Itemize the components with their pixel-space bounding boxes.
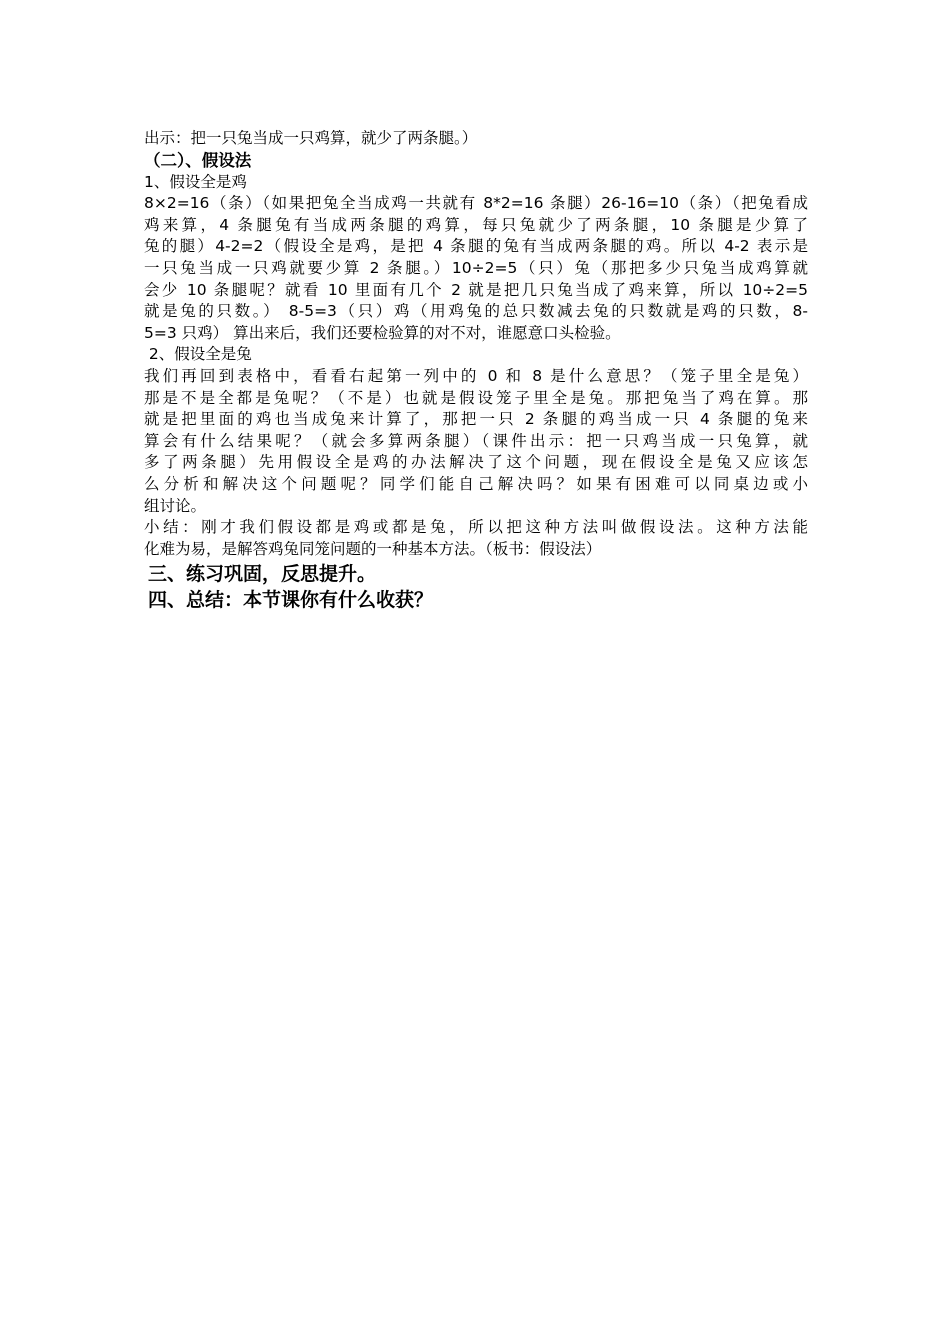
paragraph-summary (144, 517, 808, 560)
paragraph-line: 一只兔当成一只鸡就要少算 2 条腿。）10÷2=5（只）兔（那把多少只兔当成鸡算就 (144, 258, 808, 277)
paragraph-line: 多了两条腿）先用假设全是鸡的办法解决了这个问题，现在假设全是兔又应该怎 (144, 453, 808, 472)
paragraph-line: 5=3 只鸡） 算出来后，我们还要检验算的对不对，谁愿意口头检验。 (144, 323, 621, 342)
paragraph-all-rabbits (144, 366, 808, 517)
paragraph-line: 兔的腿）4-2=2（假设全是鸡，是把 4 条腿的兔有当成两条腿的鸡。所以 4-2 表示是 (144, 237, 808, 256)
subsection-title-all-chickens: 1、假设全是鸡 (144, 172, 247, 191)
paragraph-line: 那是不是全都是兔呢？（不是）也就是假设笼子里全是兔。那把兔当了鸡在算。那 (144, 388, 808, 407)
section-heading-practice: 三、练习巩固，反思提升。 (148, 563, 377, 586)
paragraph-line: 么分析和解决这个问题呢？同学们能自己解决吗？如果有困难可以同桌边或小 (144, 474, 808, 493)
paragraph-line: 我们再回到表格中，看看右起第一列中的 0 和 8 是什么意思？（笼子里全是兔） (144, 366, 808, 385)
subsection-title-all-rabbits: 2、假设全是兔 (144, 345, 252, 364)
section-heading-assumption-method: （二）、假设法 (144, 150, 252, 170)
paragraph-line: 会少 10 条腿呢？就看 10 里面有几个 2 就是把几只兔当成了鸡来算，所以 10÷2=5 (144, 280, 808, 299)
paragraph-line: 就是把里面的鸡也当成兔来计算了，那把一只 2 条腿的鸡当成一只 4 条腿的兔来 (144, 410, 808, 429)
paragraph-line: 组讨论。 (144, 496, 207, 515)
paragraph-line: 鸡来算，4 条腿兔有当成两条腿的鸡算，每只兔就少了两条腿，10 条腿是少算了 (144, 215, 808, 234)
paragraph-line: 算会有什么结果呢？（就会多算两条腿）（课件出示：把一只鸡当成一只兔算，就 (144, 431, 808, 450)
section-heading-summary: 四、总结：本节课你有什么收获？ (148, 589, 434, 612)
paragraph-line: 化难为易，是解答鸡兔同笼问题的一种基本方法。（板书：假设法） (144, 539, 602, 558)
paragraph-line: 小结：刚才我们假设都是鸡或都是兔，所以把这种方法叫做假设法。这种方法能 (144, 518, 808, 537)
paragraph-all-chickens (144, 193, 808, 344)
document-body (144, 128, 808, 612)
paragraph-line: 8×2=16（条）（如果把兔全当成鸡一共就有 8*2=16 条腿）26-16=10（条）（把兔看成 (144, 194, 808, 213)
intro-line: 出示：把一只兔当成一只鸡算，就少了两条腿。） (144, 129, 478, 147)
paragraph-line: 就是兔的只数。） 8-5=3（只）鸡（用鸡兔的总只数减去兔的只数就是鸡的只数，8- (144, 302, 808, 321)
